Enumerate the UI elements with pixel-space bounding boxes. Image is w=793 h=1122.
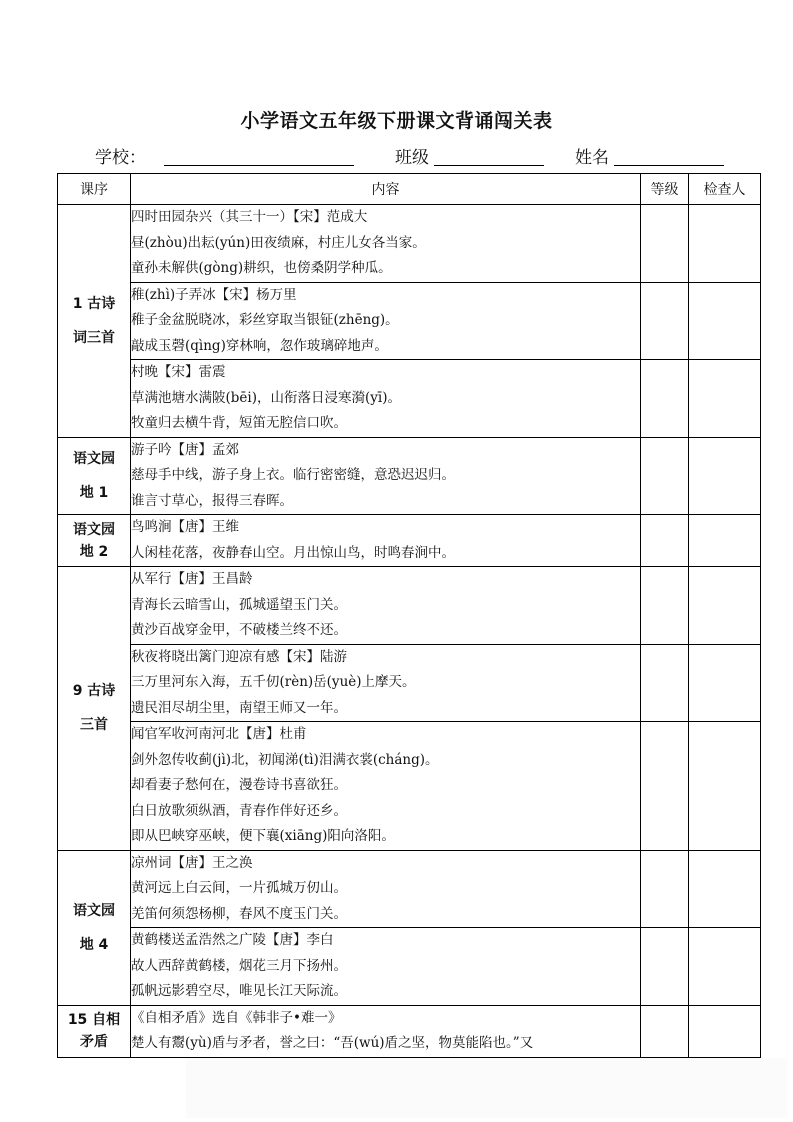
checker-cell[interactable] (689, 644, 761, 722)
lesson-label: 语文园 (73, 521, 115, 538)
lesson-label: 9 古诗 (72, 683, 116, 700)
scan-shadow (186, 1058, 786, 1118)
poem-line: 故人西辞黄鹤楼，烟花三月下扬州。 (131, 957, 347, 974)
lesson-cell (58, 205, 131, 438)
poem-line: 羌笛何须怨杨柳，春风不度玉门关。 (131, 905, 347, 922)
poem-line: 黄河远上白云间，一片孤城万仞山。 (131, 880, 347, 896)
grade-cell[interactable] (641, 928, 689, 1006)
table-row (58, 567, 761, 645)
poem-line: 白日放歌须纵酒，青春作伴好还乡。 (131, 802, 347, 819)
poem-line: 黄沙百战穿金甲，不破楼兰终不还。 (131, 622, 347, 638)
header-grade: 等级 (641, 174, 689, 205)
poem-cell (131, 282, 641, 360)
table-row (58, 515, 761, 567)
lesson-label: 地 2 (79, 543, 109, 560)
class-field[interactable] (434, 165, 544, 166)
poem-line: 遗民泪尽胡尘里，南望王师又一年。 (131, 699, 347, 716)
checker-cell[interactable] (689, 282, 761, 360)
lesson-cell (58, 515, 131, 567)
poem-title: 闻官军收河南河北【唐】杜甫 (131, 726, 307, 742)
checker-cell[interactable] (689, 928, 761, 1006)
lesson-label: 语文园 (73, 450, 115, 467)
table-row (58, 928, 761, 1006)
grade-cell[interactable] (641, 644, 689, 722)
grade-cell[interactable] (641, 1005, 689, 1057)
checker-cell[interactable] (689, 515, 761, 567)
name-field[interactable] (614, 165, 724, 166)
poem-title: 村晚【宋】雷震 (131, 364, 226, 380)
table-row (58, 722, 761, 851)
poem-title: 稚(zhì)子弄冰【宋】杨万里 (131, 286, 297, 303)
checker-cell[interactable] (689, 722, 761, 851)
poem-cell (131, 567, 641, 645)
header-checker: 检查人 (689, 174, 761, 205)
lesson-cell (58, 850, 131, 1005)
poem-cell (131, 437, 641, 515)
grade-cell[interactable] (641, 205, 689, 283)
lesson-label: 语文园 (73, 902, 115, 919)
poem-title: 黄鹤楼送孟浩然之广陵【唐】李白 (131, 932, 334, 948)
poem-cell (131, 360, 641, 438)
lesson-label: 矛盾 (80, 1034, 108, 1050)
grade-cell[interactable] (641, 360, 689, 438)
poem-line: 三万里河东入海，五千仞(rèn)岳(yuè)上摩天。 (131, 674, 416, 690)
grade-cell[interactable] (641, 567, 689, 645)
grade-cell[interactable] (641, 282, 689, 360)
page-title: 小学语文五年级下册课文背诵闯关表 (240, 110, 553, 132)
table-row (58, 282, 761, 360)
poem-title: 秋夜将晓出篱门迎凉有感【宋】陆游 (131, 648, 347, 665)
poem-title: 从军行【唐】王昌龄 (131, 571, 253, 587)
school-label: 学校： (95, 148, 146, 168)
poem-cell (131, 1005, 641, 1057)
lesson-label: 词三首 (73, 329, 115, 346)
checker-cell[interactable] (689, 567, 761, 645)
grade-cell[interactable] (641, 722, 689, 851)
table-row (58, 360, 761, 438)
table-row (58, 437, 761, 515)
poem-line: 青海长云暗雪山，孤城遥望玉门关。 (131, 596, 347, 613)
poem-line: 稚子金盆脱晓冰，彩丝穿取当银钲(zhēng)。 (131, 312, 399, 328)
poem-line: 慈母手中线，游子身上衣。临行密密缝，意恐迟迟归。 (131, 467, 455, 483)
poem-title: 凉州词【唐】王之涣 (131, 854, 253, 871)
table-row (58, 1005, 761, 1057)
poem-cell (131, 644, 641, 722)
lesson-cell (58, 567, 131, 851)
checker-cell[interactable] (689, 850, 761, 928)
table-body (58, 205, 761, 1058)
lesson-label: 地 4 (79, 936, 109, 953)
poem-cell (131, 515, 641, 567)
poem-line: 谁言寸草心，报得三春晖。 (131, 492, 293, 509)
table-row (58, 850, 761, 928)
poem-line: 剑外忽传收蓟(jì)北，初闻涕(tì)泪满衣裳(cháng)。 (131, 751, 439, 768)
poem-line: 牧童归去横牛背，短笛无腔信口吹。 (131, 415, 347, 431)
lesson-cell (58, 437, 131, 515)
table-header-row (58, 174, 761, 205)
lesson-label: 地 1 (79, 484, 109, 501)
lesson-label: 三首 (80, 717, 108, 734)
grade-cell[interactable] (641, 515, 689, 567)
table-row (58, 644, 761, 722)
poem-line: 人闲桂花落，夜静春山空。月出惊山鸟，时鸣春涧中。 (131, 544, 455, 561)
name-label: 姓名 (575, 148, 609, 168)
class-label: 班级 (395, 148, 429, 168)
poem-cell (131, 850, 641, 928)
lesson-label: 1 古诗 (72, 295, 116, 312)
checker-cell[interactable] (689, 437, 761, 515)
header-content: 内容 (131, 174, 641, 205)
checker-cell[interactable] (689, 360, 761, 438)
poem-line: 却看妻子愁何在，漫卷诗书喜欲狂。 (131, 777, 347, 793)
lesson-label: 15 自相 (67, 1012, 121, 1028)
grade-cell[interactable] (641, 850, 689, 928)
poem-line: 草满池塘水满陂(bēi)，山衔落日浸寒漪(yī)。 (131, 389, 401, 406)
poem-cell (131, 205, 641, 283)
poem-line: 即从巴峡穿巫峡，便下襄(xiāng)阳向洛阳。 (131, 828, 395, 844)
checker-cell[interactable] (689, 1005, 761, 1057)
poem-line: 孤帆远影碧空尽，唯见长江天际流。 (131, 983, 347, 999)
poem-line: 楚人有鬻(yù)盾与矛者，誉之曰：“吾(wú)盾之坚，物莫能陷也。”又 (131, 1035, 534, 1051)
header-lesson: 课序 (58, 174, 131, 205)
poem-title: 鸟鸣涧【唐】王维 (131, 519, 239, 535)
checker-cell[interactable] (689, 205, 761, 283)
table-row (58, 205, 761, 283)
poem-cell (131, 928, 641, 1006)
poem-line: 敲成玉磬(qìng)穿林响，忽作玻璃碎地声。 (131, 337, 388, 354)
poem-cell (131, 722, 641, 851)
lesson-cell (58, 1005, 131, 1057)
poem-title: 四时田园杂兴（其三十一）【宋】范成大 (131, 209, 368, 225)
poem-line: 昼(zhòu)出耘(yún)田夜绩麻，村庄儿女各当家。 (131, 234, 426, 251)
poem-title: 《自相矛盾》选自《韩非子•难一》 (131, 1009, 342, 1026)
recitation-table (57, 173, 761, 1058)
poem-line: 童孙未解供(gòng)耕织，也傍桑阴学种瓜。 (131, 260, 392, 276)
grade-cell[interactable] (641, 437, 689, 515)
poem-title: 游子吟【唐】孟郊 (131, 441, 239, 458)
school-field[interactable] (164, 165, 354, 166)
